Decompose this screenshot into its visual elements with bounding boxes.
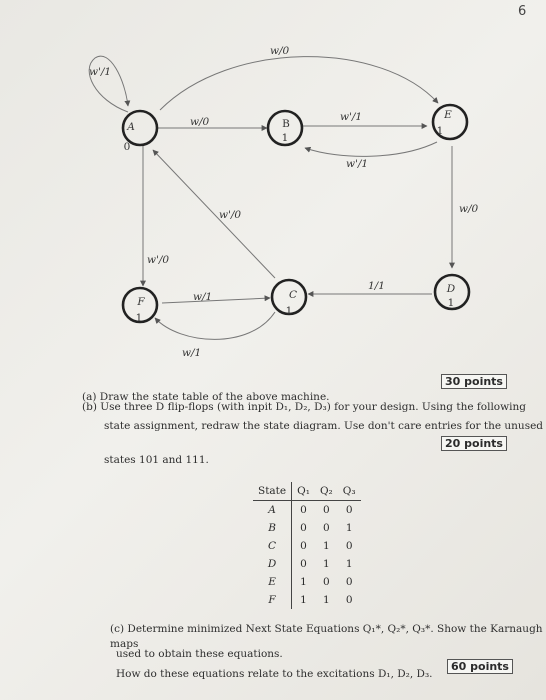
label-c-to-a: w'/0: [219, 209, 242, 221]
row-q2: 1: [323, 540, 330, 552]
label-a-to-b: w/0: [190, 116, 210, 128]
state-f-output: 1: [135, 312, 143, 324]
edge-a-to-e-top: [160, 57, 438, 110]
row-state: A: [253, 501, 292, 520]
question-c-line3: How do these equations relate to the excitations D₁, D₂, D₃.: [116, 668, 433, 680]
row-q3: 1: [345, 558, 353, 570]
state-c-name: C: [288, 289, 298, 301]
row-q1: 0: [300, 504, 307, 516]
label-c-to-f: w/1: [182, 347, 202, 359]
state-f-name: F: [137, 296, 145, 308]
table-row: [253, 555, 361, 573]
state-d-output: 1: [447, 297, 455, 309]
state-e-name: E: [444, 109, 452, 121]
edge-a-self: [89, 56, 128, 112]
question-b-line1: (b) Use three D flip-flops (with inpit D₁, D₂, D₃) for your design. Using the following: [82, 401, 526, 413]
row-state: C: [253, 537, 292, 555]
label-b-to-e: w'/1: [340, 111, 363, 123]
question-b-line2: state assignment, redraw the state diagram. Use don't care entries for the unused: [104, 420, 544, 432]
row-q3: 0: [345, 540, 353, 552]
row-q3: 1: [345, 522, 353, 534]
edge-c-to-f: [155, 312, 275, 339]
header-q1: Q₁: [292, 482, 315, 501]
label-d-to-c: 1/1: [368, 280, 385, 292]
table-row: [253, 573, 361, 591]
row-q3: 0: [345, 576, 353, 588]
points-a: 30 points: [441, 374, 507, 389]
state-b-output: 1: [281, 132, 289, 144]
edge-e-to-b: [305, 142, 437, 156]
label-f-to-c: w/1: [193, 291, 213, 303]
points-b: 20 points: [441, 436, 507, 451]
state-e-output: 1: [436, 125, 444, 137]
row-q3: 0: [345, 594, 353, 606]
table-row: [253, 537, 361, 555]
row-q1: 0: [300, 558, 307, 570]
row-q1: 1: [300, 576, 307, 588]
state-c-output: 1: [285, 305, 293, 317]
label-a-to-f: w'/0: [147, 254, 170, 266]
row-q1: 1: [300, 594, 307, 606]
header-q2: Q₂: [315, 482, 338, 501]
header-q3: Q₃: [338, 482, 361, 501]
row-q2: 1: [323, 594, 330, 606]
edge-f-to-c: [162, 298, 270, 303]
row-state: D: [253, 555, 292, 573]
row-q2: 0: [323, 576, 330, 588]
question-a: (a) Draw the state table of the above machine.: [82, 391, 330, 403]
row-state: B: [253, 519, 292, 537]
row-q1: 0: [300, 540, 307, 552]
table-row: [253, 519, 361, 537]
row-q2: 0: [323, 522, 330, 534]
row-state: E: [253, 573, 292, 591]
row-state: F: [253, 591, 292, 609]
row-q1: 0: [300, 522, 307, 534]
question-c-line1: (c) Determine minimized Next State Equations Q₁*, Q₂*, Q₃*. Show the Karnaugh maps: [110, 623, 543, 650]
table-row: [253, 591, 361, 609]
question-c-line2: used to obtain these equations.: [116, 648, 283, 660]
state-a-output: 0: [123, 141, 131, 153]
page-number: 6: [518, 4, 527, 19]
state-b-name: B: [282, 118, 290, 130]
label-a-to-e-top: w/0: [270, 45, 290, 57]
label-e-to-b: w'/1: [346, 158, 369, 170]
state-a-name: A: [127, 121, 135, 133]
state-d-name: D: [446, 283, 456, 295]
edge-c-to-a: [153, 150, 275, 278]
row-q2: 1: [323, 558, 330, 570]
row-q2: 0: [323, 504, 330, 516]
question-b-line3: states 101 and 111.: [104, 454, 209, 466]
label-e-to-d: w/0: [459, 203, 479, 215]
state-assignment-table: [253, 482, 361, 609]
table-row: [253, 501, 361, 520]
header-state: State: [253, 482, 292, 501]
points-c: 60 points: [447, 659, 513, 674]
label-a-self: w'/1: [89, 66, 112, 78]
row-q3: 0: [345, 504, 353, 516]
